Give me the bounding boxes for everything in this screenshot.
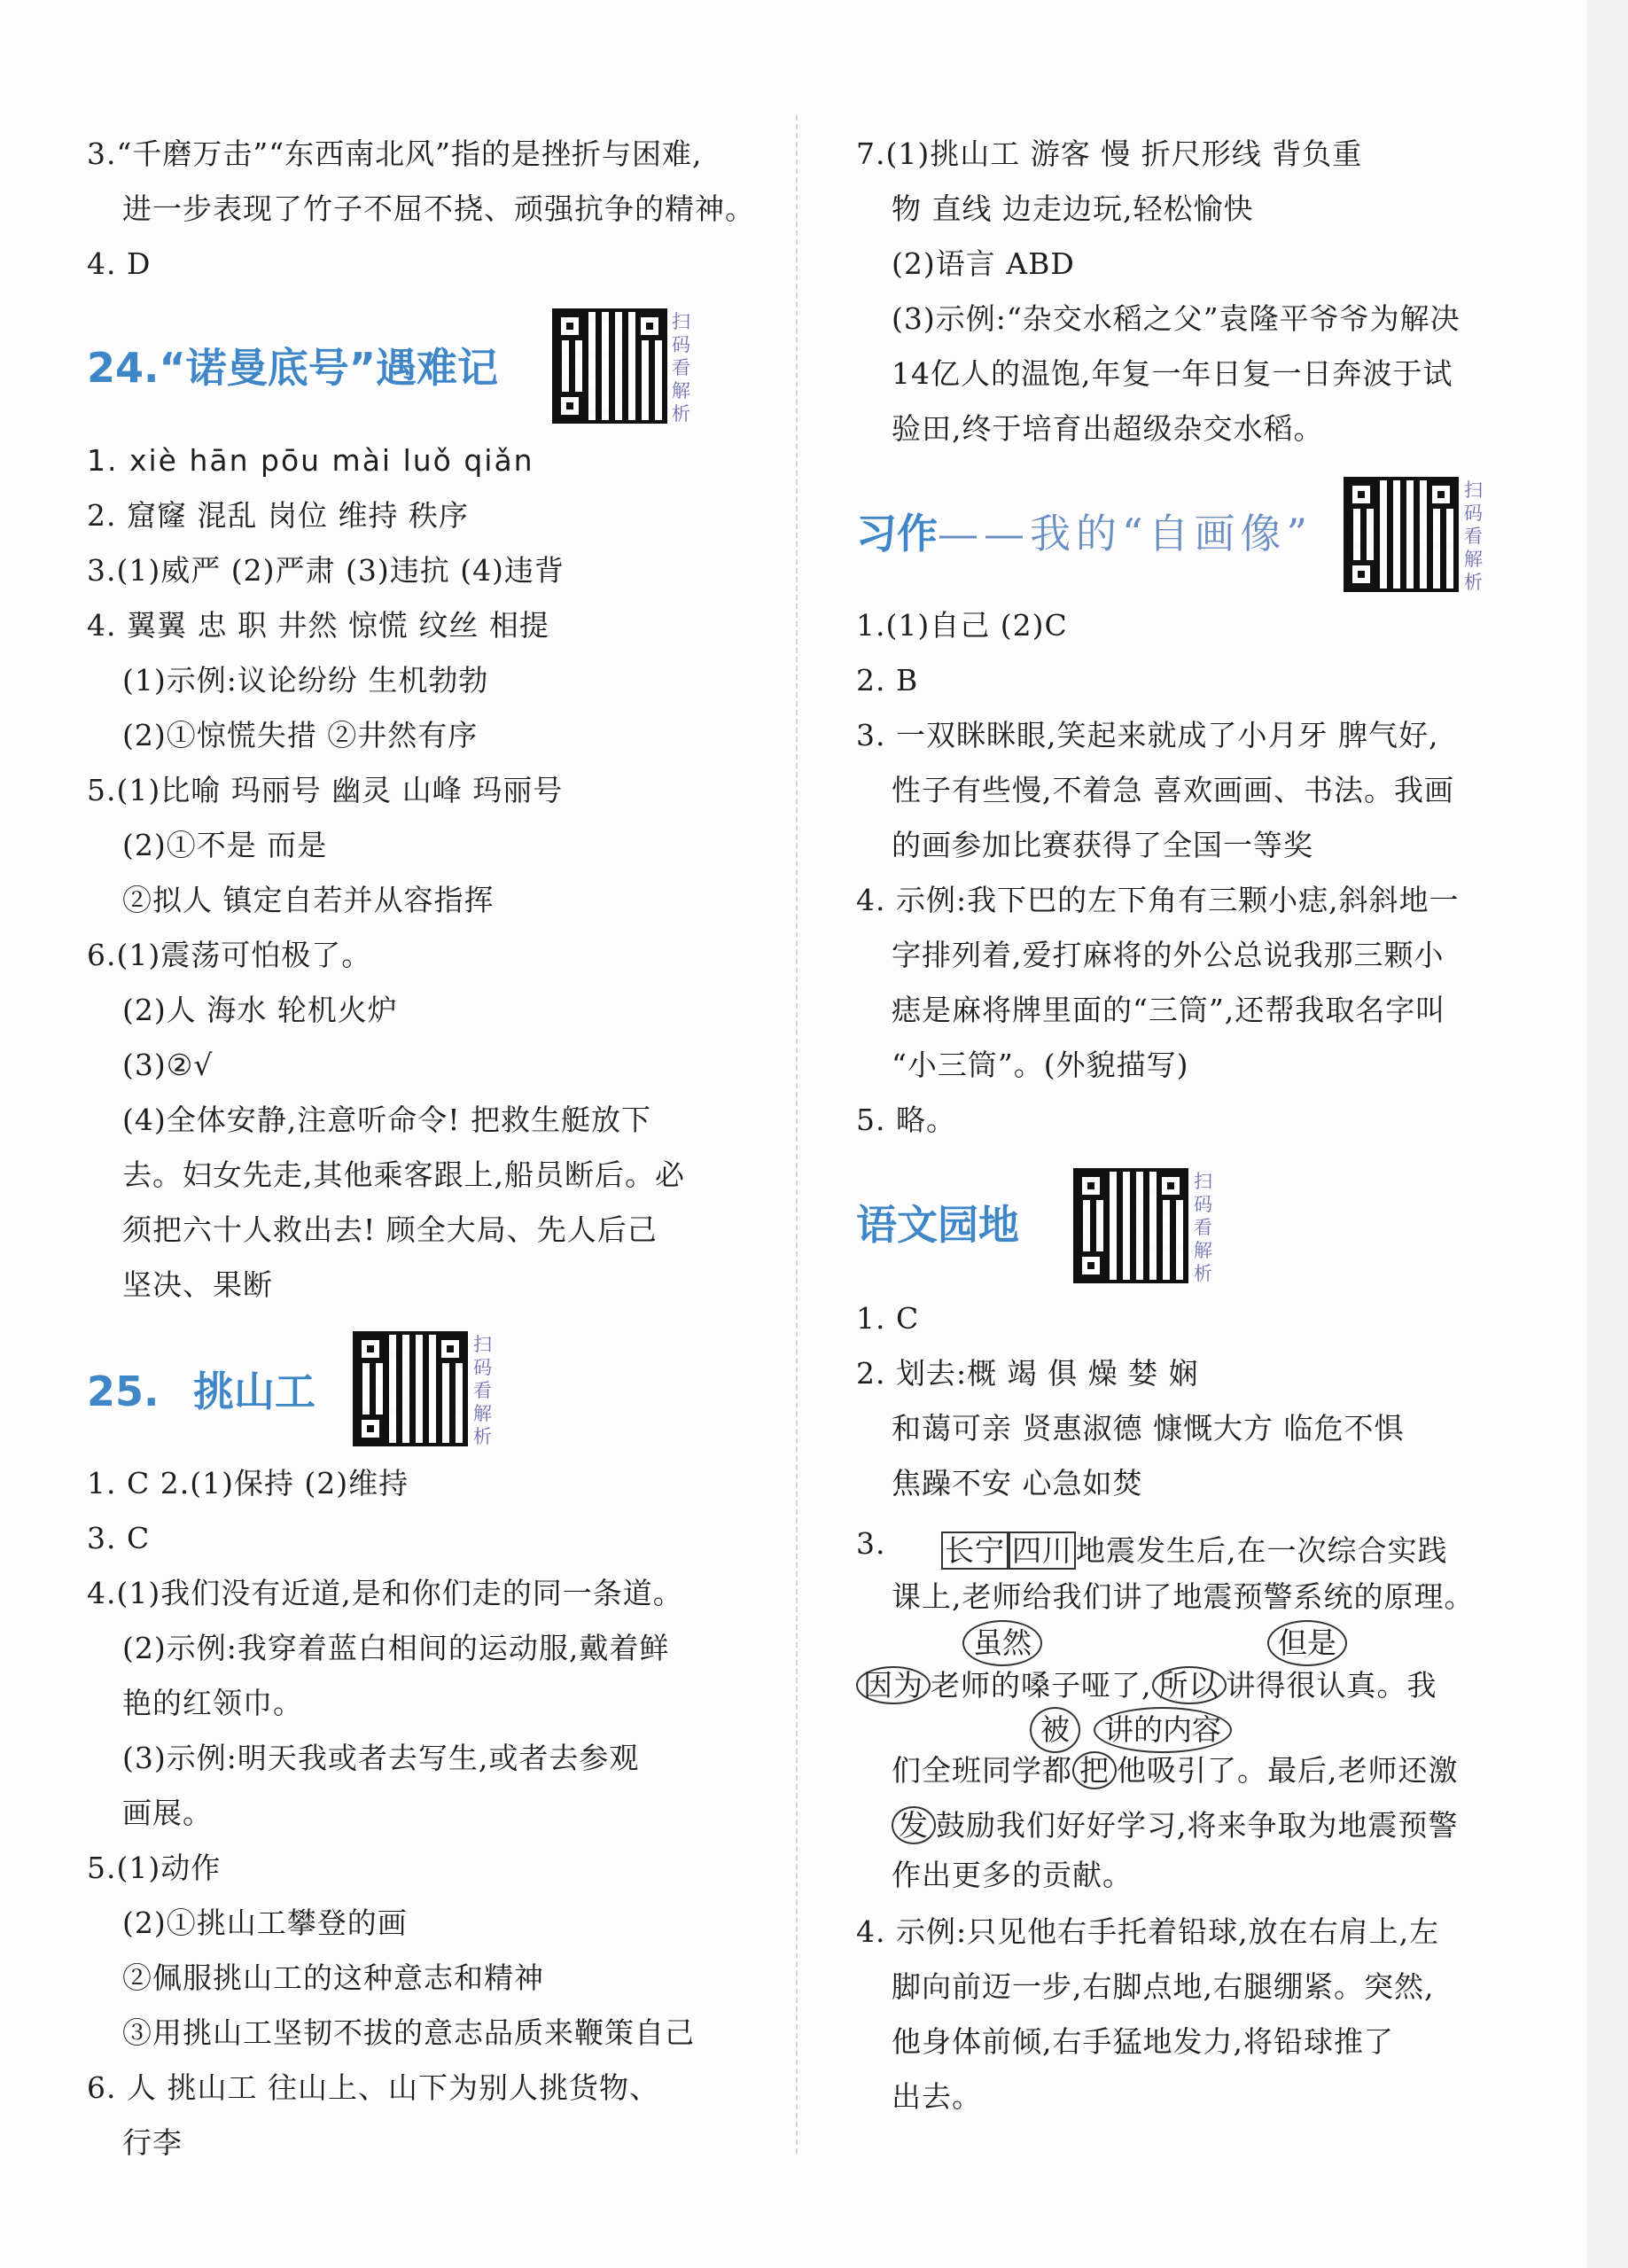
proofread-annotation: 被 [1030, 1707, 1080, 1753]
answer-line: (3)示例:“杂交水稻之父”袁隆平爷爷为解决 [892, 301, 1461, 336]
answer-line: 出去。 [892, 2079, 982, 2114]
answer-line: (1)示例:议论纷纷 生机勃勃 [122, 663, 489, 698]
qr-label: 扫码看解析 [473, 1334, 492, 1447]
qr-code[interactable] [353, 1331, 468, 1446]
answer-line: 焦躁不安 心急如焚 [892, 1466, 1143, 1500]
proofread-text: 地震发生后,在一次综合实践 [1076, 1533, 1448, 1568]
proofread-line-1 [941, 1531, 1448, 1570]
answer-line: 行李 [122, 2125, 183, 2160]
answer-line: 1. xiè hān pōu mài luǒ qiǎn [87, 443, 534, 478]
answer-line: 6. 人 挑山工 往山上、山下为别人挑货物、 [87, 2070, 659, 2105]
answer-line: 4. 翼翼 忠 职 井然 惊慌 纹丝 相提 [87, 608, 549, 643]
answer-line: 字排列着,爱打麻将的外公总说我那三颗小 [892, 938, 1445, 972]
column-divider [796, 115, 798, 2154]
section-title-25-number: 25. [87, 1368, 160, 1415]
answer-line: 画展。 [122, 1796, 213, 1830]
page-edge-shade [1586, 0, 1628, 2268]
answer-line: 3.(1)威严 (2)严肃 (3)违抗 (4)违背 [87, 553, 565, 588]
answer-line: 14亿人的温饱,年复一年日复一日奔波于试 [892, 356, 1453, 391]
question-number: 3. [856, 1526, 886, 1561]
answer-line: 验田,终于培育出超级杂交水稻。 [892, 411, 1324, 446]
proofread-annotation: 但是 [1267, 1620, 1347, 1666]
proofread-line-2: 课上,老师给我们讲了地震预警系统的原理。 [892, 1579, 1475, 1614]
section-title-xizuo-main: 习作 [856, 510, 938, 557]
answer-line: 1. C 2.(1)保持 (2)维持 [87, 1466, 409, 1500]
proofread-box: 四川 [1009, 1531, 1076, 1570]
answer-line: 须把六十人救出去! 顾全大局、先人后己 [122, 1212, 658, 1247]
answer-line: 4. D [87, 246, 152, 281]
proofread-circle: 发 [892, 1806, 936, 1844]
answer-line: (2)①挑山工攀登的画 [122, 1906, 408, 1940]
answer-line: 4.(1)我们没有近道,是和你们走的同一条道。 [87, 1576, 683, 1610]
answer-line: (3)示例:明天我或者去写生,或者去参观 [122, 1741, 640, 1775]
answer-line: 3. C [87, 1521, 151, 1555]
section-title-yuwen-yuandi: 语文园地 [856, 1201, 1019, 1249]
qr-label: 扫码看解析 [1464, 479, 1483, 593]
answer-line: 3. 一双眯眯眼,笑起来就成了小月牙 脾气好, [856, 718, 1439, 752]
answer-line: “小三筒”。(外貌描写) [892, 1048, 1189, 1082]
answer-line: 艳的红领巾。 [122, 1686, 303, 1720]
answer-line: 7.(1)挑山工 游客 慢 折尺形线 背负重 [856, 136, 1363, 171]
proofread-line-4 [892, 1751, 1459, 1790]
answer-line: 1.(1)自己 (2)C [856, 608, 1068, 643]
answer-line: (2)①惊慌失措 ②井然有序 [122, 718, 479, 752]
answer-line: 和蔼可亲 贤惠淑德 慷慨大方 临危不惧 [892, 1411, 1405, 1446]
proofread-text: 鼓励我们好好学习,将来争取为地震预警 [936, 1808, 1459, 1843]
answer-line: (4)全体安静,注意听命令! 把救生艇放下 [122, 1103, 651, 1137]
section-title-xizuo-sub: ——我的“自画像” [938, 510, 1313, 557]
answer-line: 1. C [856, 1301, 920, 1336]
section-title-xizuo [856, 507, 1313, 560]
answer-line: (3)②√ [122, 1048, 214, 1082]
answer-line: 4. 示例:只见他右手托着铅球,放在右肩上,左 [856, 1914, 1440, 1949]
proofread-line-6: 作出更多的贡献。 [892, 1858, 1133, 1892]
answer-line: 6.(1)震荡可怕极了。 [87, 938, 372, 972]
proofread-annotation: 虽然 [962, 1620, 1042, 1666]
answer-line: 性子有些慢,不着急 喜欢画画、书法。我画 [892, 773, 1454, 807]
answer-line: 2. 窟窿 混乱 岗位 维持 秩序 [87, 498, 469, 533]
qr-label: 扫码看解析 [1194, 1171, 1212, 1284]
proofread-text: 他吸引了。最后,老师还激 [1117, 1753, 1459, 1788]
answer-line: 去。妇女先走,其他乘客跟上,船员断后。必 [122, 1157, 685, 1192]
qr-label: 扫码看解析 [672, 311, 690, 425]
answer-line: ③用挑山工坚韧不拔的意志品质来鞭策自己 [122, 2015, 695, 2050]
answer-line: (2)人 海水 轮机火炉 [122, 993, 398, 1027]
proofread-text: 讲得很认真。我 [1226, 1668, 1437, 1703]
answer-line: 进一步表现了竹子不屈不挠、顽强抗争的精神。 [122, 191, 755, 226]
proofread-box: 长宁 [941, 1531, 1009, 1570]
answer-line: (2)语言 ABD [892, 246, 1075, 281]
answer-line: 的画参加比赛获得了全国一等奖 [892, 828, 1313, 862]
answer-line: ②佩服挑山工的这种意志和精神 [122, 1960, 544, 1995]
answer-line: (2)①不是 而是 [122, 828, 328, 862]
qr-code[interactable] [1344, 477, 1459, 592]
answer-line: ②拟人 镇定自若并从容指挥 [122, 883, 495, 917]
proofread-text: 老师的嗓子哑了, [931, 1668, 1152, 1703]
answer-line: 物 直线 边走边玩,轻松愉快 [892, 191, 1254, 226]
answer-line: 痣是麻将牌里面的“三筒”,还帮我取名字叫 [892, 993, 1446, 1027]
answer-line: 2. B [856, 663, 919, 698]
answer-line: 2. 划去:概 竭 俱 燥 婪 娴 [856, 1356, 1199, 1391]
section-title-25: 挑山工 [193, 1368, 315, 1415]
answer-line: 5. 略。 [856, 1103, 956, 1137]
answer-line: 5.(1)比喻 玛丽号 幽灵 山峰 玛丽号 [87, 773, 564, 807]
answer-line: 坚决、果断 [122, 1267, 273, 1302]
proofread-circle: 把 [1072, 1751, 1117, 1789]
qr-code[interactable] [552, 308, 667, 424]
answer-line: 5.(1)动作 [87, 1851, 222, 1885]
proofread-circle: 因为 [856, 1666, 931, 1704]
answer-line: (2)示例:我穿着蓝白相间的运动服,戴着鲜 [122, 1631, 670, 1665]
section-title-24: 24.“诺曼底号”遇难记 [87, 344, 498, 392]
proofread-text: 们全班同学都 [892, 1753, 1072, 1788]
proofread-line-3 [856, 1666, 1437, 1705]
answer-line: 3.“千磨万击”“东西南北风”指的是挫折与困难, [87, 136, 703, 171]
answer-line: 4. 示例:我下巴的左下角有三颗小痣,斜斜地一 [856, 883, 1460, 917]
proofread-circle: 所以 [1152, 1666, 1227, 1704]
answer-line: 他身体前倾,右手猛地发力,将铅球推了 [892, 2024, 1394, 2059]
answer-line: 脚向前迈一步,右脚点地,右腿绷紧。突然, [892, 1969, 1435, 2004]
qr-code[interactable] [1073, 1168, 1188, 1283]
proofread-annotation: 讲的内容 [1094, 1707, 1232, 1753]
proofread-line-5 [892, 1806, 1459, 1845]
